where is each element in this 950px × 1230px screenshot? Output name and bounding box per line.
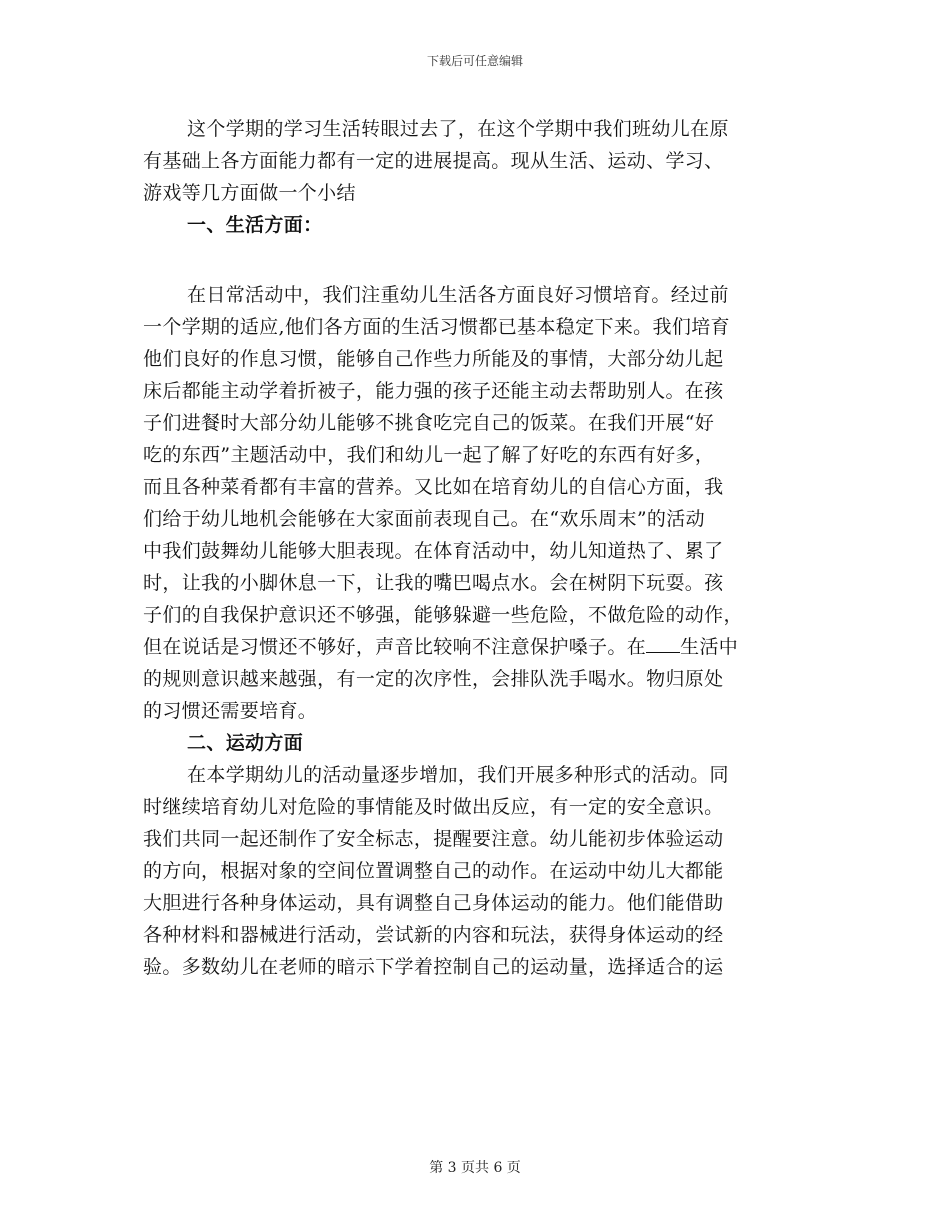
paragraph-line: 时，让我的小脚休息一下，让我的嘴巴喝点水。会在树阴下玩耍。孩 xyxy=(143,572,724,594)
header-note: 下载后可任意编辑 xyxy=(426,54,523,68)
paragraph-line: 他们良好的作息习惯，能够自己作些力所能及的事情，大部分幼儿起 xyxy=(143,348,724,370)
section-heading-life: 一、生活方面： xyxy=(187,214,323,236)
paragraph-line: 吃的东西”主题活动中，我们和幼儿一起了解了好吃的东西有好多， xyxy=(143,444,715,466)
paragraph-line: 床后都能主动学着折被子，能力强的孩子还能主动去帮助别人。在孩 xyxy=(143,380,724,402)
paragraph-line: 时继续培育幼儿对危险的事情能及时做出反应，有一定的安全意识。 xyxy=(143,796,724,818)
page-number: 第 3 页共 6 页 xyxy=(429,1160,521,1176)
paragraph-line: 验。多数幼儿在老师的暗示下学着控制自己的运动量，选择适合的运 xyxy=(143,956,724,978)
paragraph-line-with-blank xyxy=(143,631,803,663)
paragraph-line: 的方向，根据对象的空间位置调整自己的动作。在运动中幼儿大都能 xyxy=(143,860,724,882)
text-after-blank: 生活中 xyxy=(680,636,739,658)
fill-in-blank xyxy=(646,632,680,653)
intro-line: 有基础上各方面能力都有一定的进展提高。现从生活、运动、学习、 xyxy=(143,150,724,172)
paragraph-line: 中我们鼓舞幼儿能够大胆表现。在体育活动中，幼儿知道热了、累了 xyxy=(143,540,724,562)
document-body xyxy=(143,113,803,983)
paragraph-line: 各种材料和器械进行活动，尝试新的内容和玩法，获得身体运动的经 xyxy=(143,924,724,946)
paragraph-line: 在日常活动中，我们注重幼儿生活各方面良好习惯培育。经过前 xyxy=(187,284,729,306)
paragraph-line: 的习惯还需要培育。 xyxy=(143,700,318,722)
paragraph-line: 大胆进行各种身体运动，具有调整自己身体运动的能力。他们能借助 xyxy=(143,892,724,914)
paragraph-line: 一个学期的适应,他们各方面的生活习惯都已基本稳定下来。我们培育 xyxy=(143,316,730,338)
paragraph-line: 的规则意识越来越强，有一定的次序性，会排队洗手喝水。物归原处 xyxy=(143,668,724,690)
blank-spacer xyxy=(143,241,803,279)
intro-line: 这个学期的学习生活转眼过去了，在这个学期中我们班幼儿在原 xyxy=(187,118,729,140)
section-heading-sport: 二、运动方面 xyxy=(187,732,304,754)
paragraph-line: 子们的自我保护意识还不够强，能够躲避一些危险，不做危险的动作， xyxy=(143,604,743,626)
paragraph-line: 而且各种菜肴都有丰富的营养。又比如在培育幼儿的自信心方面，我 xyxy=(143,476,724,498)
intro-line: 游戏等几方面做一个小结 xyxy=(143,182,356,204)
paragraph-line: 子们进餐时大部分幼儿能够不挑食吃完自己的饭菜。在我们开展“好 xyxy=(143,412,715,434)
paragraph-line: 我们共同一起还制作了安全标志，提醒要注意。幼儿能初步体验运动 xyxy=(143,828,724,850)
text-before-blank: 但在说话是习惯还不够好，声音比较响不注意保护嗓子。在 xyxy=(143,636,647,658)
paragraph-line: 们给于幼儿地机会能够在大家面前表现自己。在“欢乐周末”的活动 xyxy=(143,508,705,530)
paragraph-line: 在本学期幼儿的活动量逐步增加，我们开展多种形式的活动。同 xyxy=(187,764,729,786)
